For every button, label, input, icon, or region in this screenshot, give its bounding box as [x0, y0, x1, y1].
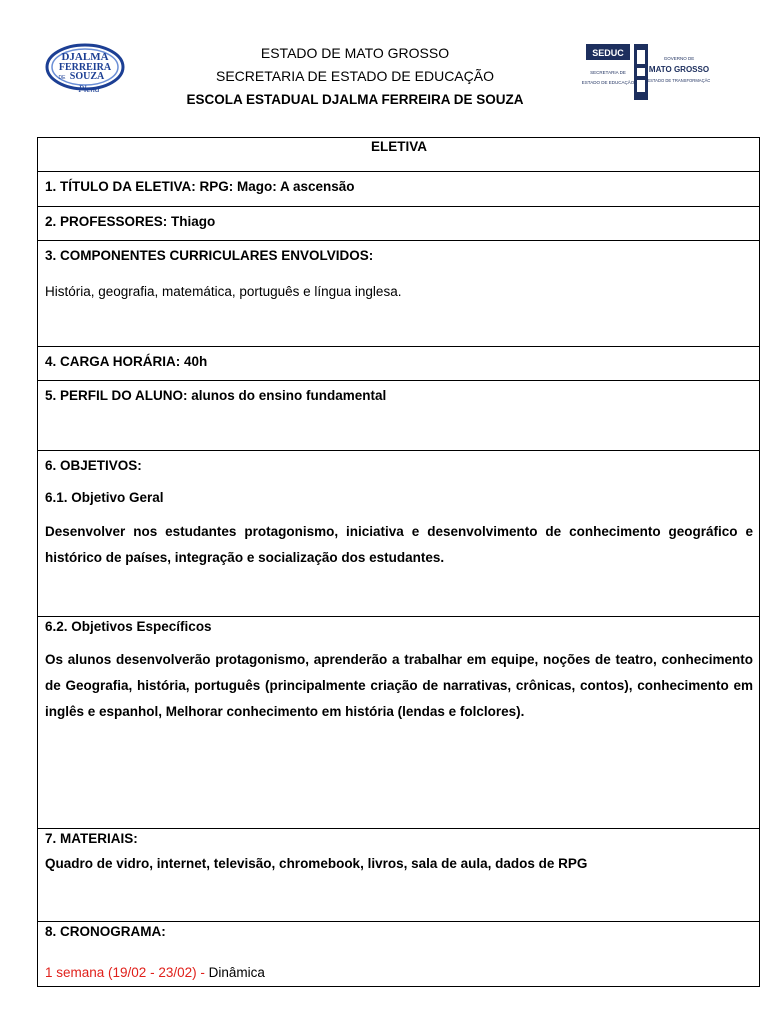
logo-text-script: Plena — [78, 84, 100, 94]
field-professores: 2. PROFESSORES: Thiago — [38, 207, 760, 241]
form-title: ELETIVA — [38, 138, 760, 172]
seduc-text: SEDUC — [592, 48, 624, 58]
materiais-label: 7. MATERIAIS: — [45, 831, 138, 846]
cronograma-week: 1 semana (19/02 - 23/02) - — [45, 965, 205, 980]
cronograma-entry — [45, 960, 753, 986]
objetivo-geral-label: 6.1. Objetivo Geral — [45, 490, 164, 505]
seduc-logo — [582, 40, 710, 104]
logo-text-small: DE — [58, 75, 66, 81]
header-school: ESCOLA ESTADUAL DJALMA FERREIRA DE SOUZA — [186, 92, 524, 107]
field-carga: 4. CARGA HORÁRIA: 40h — [38, 347, 760, 381]
row-titulo — [38, 172, 760, 207]
objetivos-especificos-label: 6.2. Objetivos Específicos — [45, 619, 212, 634]
objetivos-label: 6. OBJETIVOS: — [45, 458, 142, 473]
eletiva-form — [37, 137, 760, 987]
objetivos-especificos-text: Os alunos desenvolverão protagonismo, aprenderão a trabalhar em equipe, noções de teatro, conhecimento de Geografia, história, português (principalmente criação de narrativas, crônicas, contos), conhecimento em inglês e espanhol, Melhorar conhecimento em história (lendas e folclores). — [45, 652, 753, 719]
componentes-label: 3. COMPONENTES CURRICULARES ENVOLVIDOS: — [45, 248, 374, 263]
row-objetivos — [38, 451, 760, 617]
row-componentes — [38, 241, 760, 347]
field-perfil: 5. PERFIL DO ALUNO: alunos do ensino fundamental — [38, 381, 760, 451]
materiais-text: Quadro de vidro, internet, televisão, chromebook, livros, sala de aula, dados de RPG — [45, 856, 588, 871]
row-perfil — [38, 381, 760, 451]
row-cronograma — [38, 922, 760, 987]
document-header — [140, 42, 570, 111]
cronograma-label: 8. CRONOGRAMA: — [45, 924, 166, 939]
cronograma-activity: Dinâmica — [208, 965, 265, 980]
school-logo — [44, 40, 126, 98]
gov-name: MATO GROSSO — [648, 65, 710, 74]
row-objetivos-especificos — [38, 617, 760, 829]
logo-text-line3: SOUZA — [69, 71, 105, 82]
row-professores — [38, 207, 760, 241]
field-titulo: 1. TÍTULO DA ELETIVA: RPG: Mago: A ascensão — [38, 172, 760, 207]
seduc-sub2: ESTADO DE EDUCAÇÃO — [582, 80, 635, 85]
row-materiais — [38, 829, 760, 922]
gov-sub: ESTADO DE TRANSFORMAÇÃO — [647, 78, 710, 83]
row-carga — [38, 347, 760, 381]
header-secretariat: SECRETARIA DE ESTADO DE EDUCAÇÃO — [216, 68, 494, 84]
logo-text-line2: FERREIRA — [58, 62, 112, 73]
gov-small: GOVERNO DE — [663, 56, 695, 61]
row-title — [38, 138, 760, 172]
header-state: ESTADO DE MATO GROSSO — [260, 45, 450, 61]
logo-text-line1: DJALMA — [61, 51, 109, 63]
seduc-sub1: SECRETARIA DE — [590, 70, 626, 75]
objetivo-geral-text: Desenvolver nos estudantes protagonismo, iniciativa e desenvolvimento de conhecimento geográfico e histórico de países, integração e socialização dos estudantes. — [45, 524, 753, 565]
componentes-value: História, geografia, matemática, português e língua inglesa. — [45, 284, 402, 299]
